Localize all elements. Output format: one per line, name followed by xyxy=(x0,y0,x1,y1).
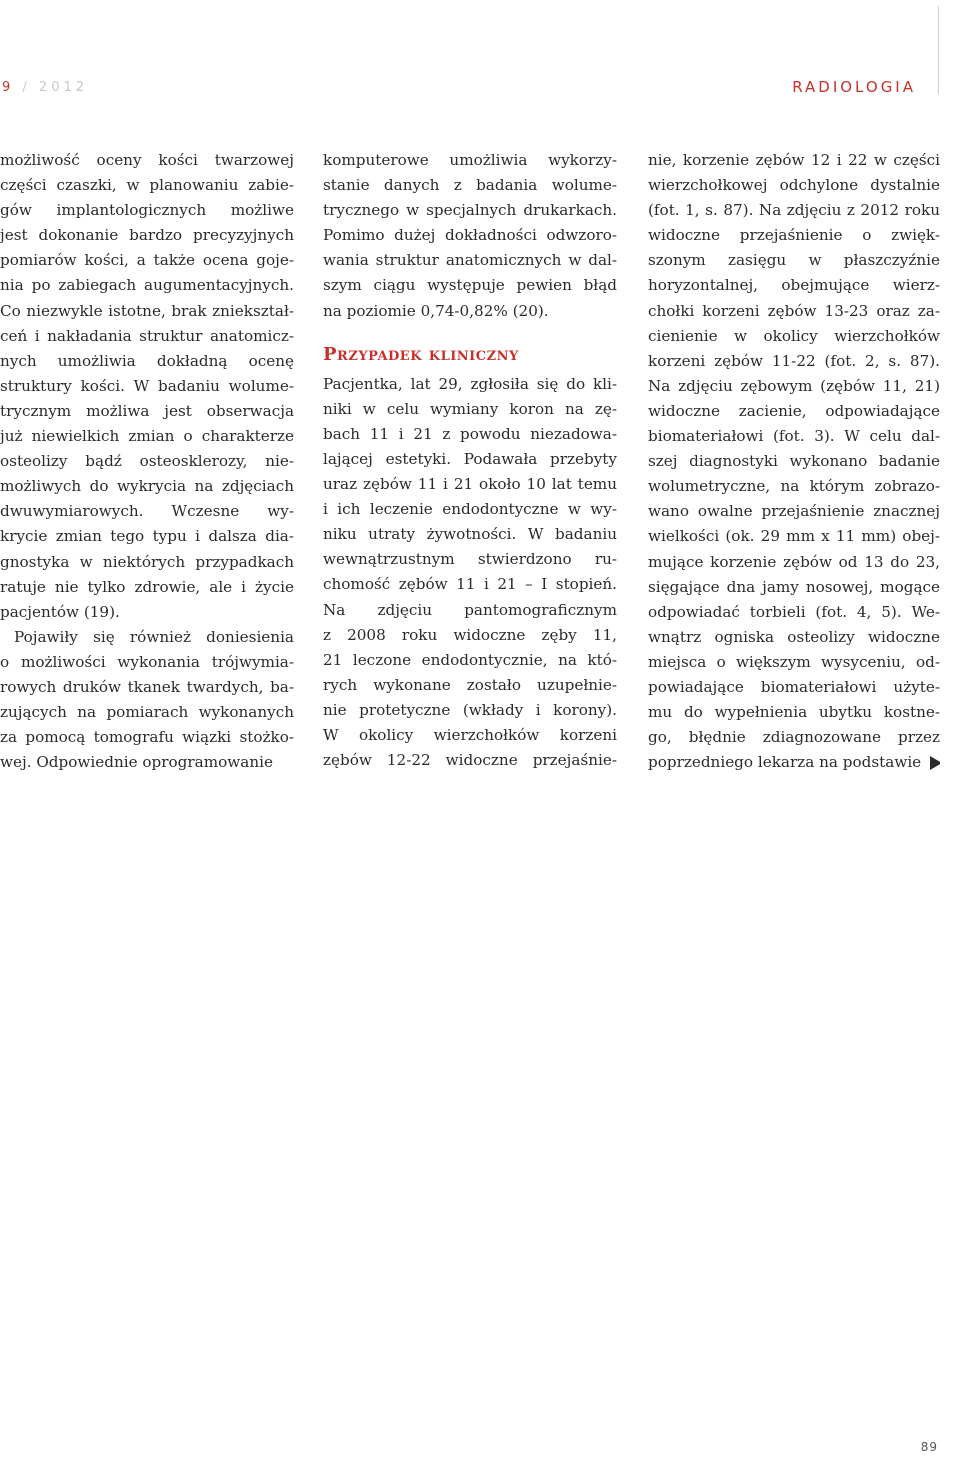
text-line: za pomocą tomografu wiązki stożko- xyxy=(0,728,294,747)
column-2-case xyxy=(323,372,617,774)
text-line: widoczne przejaśnienie o zwięk- xyxy=(648,226,940,245)
text-line: go, błędnie zdiagnozowane przez xyxy=(648,728,940,747)
text-line: niki w celu wymiany koron na zę- xyxy=(323,399,617,418)
text-line: powiadające biomateriałowi użyte- xyxy=(648,677,940,696)
text-line: nie protetyczne (wkłady i korony). xyxy=(323,700,617,719)
text-line: Pacjentka, lat 29, zgłosiła się do kli- xyxy=(323,374,617,393)
issue-year: / 2012 xyxy=(22,80,89,95)
text-line: (fot. 1, s. 87). Na zdjęciu z 2012 roku xyxy=(648,201,940,220)
text-line: wej. Odpowiednie oprogramowanie xyxy=(0,753,273,772)
text-line: szej diagnostyki wykonano badanie xyxy=(648,452,940,471)
text-line: możliwość oceny kości twarzowej xyxy=(0,151,294,169)
text-line: jest dokonanie bardzo precyzyjnych xyxy=(0,226,294,245)
text-line: dwuwymiarowych. Wczesne wy- xyxy=(0,502,294,521)
text-line: korzeni zębów 11-22 (fot. 2, s. 87). xyxy=(648,351,940,370)
text-line: już niewielkich zmian o charakterze xyxy=(0,427,294,446)
text-line: Pojawiły się również doniesienia xyxy=(14,627,294,646)
text-line: chomość zębów 11 i 21 – I stopień. xyxy=(323,575,617,594)
text-line: ceń i nakładania struktur anatomicz- xyxy=(0,326,294,345)
text-line: wano owalne przejaśnienie znacznej xyxy=(648,502,940,521)
text-line: ratuje nie tylko zdrowie, ale i życie xyxy=(0,577,294,596)
text-line: bach 11 i 21 z powodu niezadowa- xyxy=(323,424,617,443)
text-column-1 xyxy=(0,148,294,775)
text-line: zujących na pomiarach wykonanych xyxy=(0,703,294,722)
page-number: 89 xyxy=(920,1440,938,1454)
text-line: horyzontalnej, obejmujące wierz- xyxy=(648,276,940,295)
text-line: szonym zasięgu w płaszczyźnie xyxy=(648,251,940,270)
text-line: sięgające dna jamy nosowej, mogące xyxy=(648,577,940,596)
text-line: biomateriałowi (fot. 3). W celu dal- xyxy=(648,427,940,446)
text-line: nych umożliwia dokładną ocenę xyxy=(0,351,294,370)
text-line: cienienie w okolicy wierzchołków xyxy=(648,326,940,345)
text-line: z 2008 roku widoczne zęby 11, xyxy=(323,625,617,644)
text-line: komputerowe umożliwia wykorzy- xyxy=(323,151,617,169)
text-line: chołki korzeni zębów 13-23 oraz za- xyxy=(648,301,940,320)
continue-arrow-icon xyxy=(930,756,940,770)
text-line: gów implantologicznych możliwe xyxy=(0,201,294,220)
text-line: szym ciągu występuje pewien błąd xyxy=(323,276,617,295)
text-line: i ich leczenie endodontyczne w wy- xyxy=(323,500,617,519)
text-line: nie, korzenie zębów 12 i 22 w części xyxy=(648,151,940,169)
text-line: pomiarów kości, a także ocena goje- xyxy=(0,251,294,270)
text-line: struktury kości. W badaniu wolume- xyxy=(0,376,294,395)
text-line: stanie danych z badania wolume- xyxy=(323,176,617,195)
text-line: mujące korzenie zębów od 13 do 23, xyxy=(648,552,940,571)
text-line: W okolicy wierzchołków korzeni xyxy=(323,725,617,744)
text-line: wielkości (ok. 29 mm x 11 mm) obej- xyxy=(648,527,940,546)
text-line: wierzchołkowej odchylone dystalnie xyxy=(648,176,940,195)
text-line: rych wykonane zostało uzupełnie- xyxy=(323,675,617,694)
text-line: uraz zębów 11 i 21 około 10 lat temu xyxy=(323,475,617,494)
text-line: trycznego w specjalnych drukarkach. xyxy=(323,201,617,220)
text-line: nia po zabiegach augumentacyjnych. xyxy=(0,276,294,295)
text-column-3 xyxy=(648,148,940,775)
text-line: miejsca o większym wysyceniu, od- xyxy=(648,652,940,671)
text-line: rowych druków tkanek twardych, ba- xyxy=(0,677,294,696)
text-line: odpowiadać torbieli (fot. 4, 5). We- xyxy=(648,602,940,621)
text-line: części czaszki, w planowaniu zabie- xyxy=(0,176,294,195)
text-line: Pomimo dużej dokładności odwzoro- xyxy=(323,226,617,245)
text-column-2 xyxy=(323,148,617,773)
text-line: wewnątrzustnym stwierdzono ru- xyxy=(323,550,617,569)
header-divider xyxy=(938,6,939,94)
column-2-intro xyxy=(323,148,617,324)
text-line: wania struktur anatomicznych w dal- xyxy=(323,251,617,270)
text-line: mu do wypełnienia ubytku kostne- xyxy=(648,703,940,722)
text-line: na poziomie 0,74-0,82% (20). xyxy=(323,301,549,320)
section-heading: Przypadek kliniczny xyxy=(323,343,519,365)
text-line: Co niezwykle istotne, brak zniekształ- xyxy=(0,301,294,320)
text-line: 21 leczone endodontycznie, na któ- xyxy=(323,650,617,669)
text-line: osteolizy bądź osteosklerozy, nie- xyxy=(0,452,294,471)
issue-number: 9 xyxy=(2,80,15,95)
text-line: krycie zmian tego typu i dalsza dia- xyxy=(0,527,294,546)
text-line: o możliwości wykonania trójwymia- xyxy=(0,652,294,671)
text-line: wolumetryczne, na którym zobrazo- xyxy=(648,477,940,496)
text-line: zębów 12-22 widoczne przejaśnie- xyxy=(323,751,617,770)
text-line: niku utraty żywotności. W badaniu xyxy=(323,525,617,544)
text-line: gnostyka w niektórych przypadkach xyxy=(0,552,294,571)
text-line: widoczne zacienie, odpowiadające xyxy=(648,401,940,420)
text-line: Na zdjęciu zębowym (zębów 11, 21) xyxy=(648,376,940,395)
text-line: pacjentów (19). xyxy=(0,602,120,621)
text-line: możliwych do wykrycia na zdjęciach xyxy=(0,477,294,496)
text-line: Na zdjęciu pantomograficznym xyxy=(323,600,617,619)
text-line: lającej estetyki. Podawała przebyty xyxy=(323,449,617,468)
text-line: poprzedniego lekarza na podstawie xyxy=(648,750,940,775)
section-title: RADIOLOGIA xyxy=(792,78,916,96)
text-line: trycznym możliwa jest obserwacja xyxy=(0,401,294,420)
text-line: wnątrz ogniska osteolizy widoczne xyxy=(648,627,940,646)
issue-label xyxy=(2,80,88,95)
